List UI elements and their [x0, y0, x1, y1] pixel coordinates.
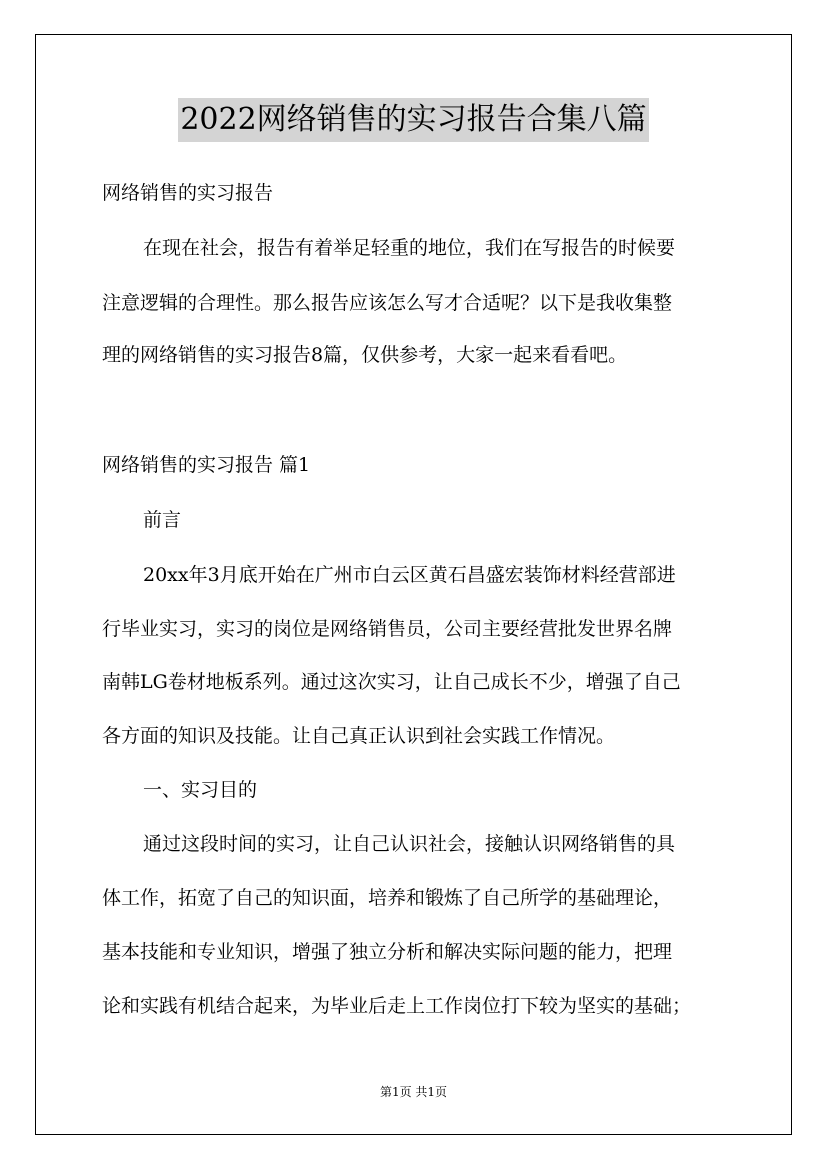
body-paragraph-line: 基本技能和专业知识，增强了独立分析和解决实际问题的能力，把理 — [102, 941, 673, 963]
intro-paragraph-line: 理的网络销售的实习报告8篇，仅供参考，大家一起来看看吧。 — [102, 344, 628, 366]
chapter-heading: 网络销售的实习报告 篇1 — [102, 454, 311, 476]
body-paragraph-line: 20xx年3月底开始在广州市白云区黄石昌盛宏装饰材料经营部进 — [143, 564, 676, 586]
body-paragraph-line: 南韩LG卷材地板系列。通过这次实习，让自己成长不少，增强了自己 — [102, 671, 681, 693]
page-footer: 第1页 共1页 — [379, 1085, 448, 1099]
intro-paragraph-line: 在现在社会，报告有着举足轻重的地位，我们在写报告的时候要 — [143, 237, 676, 259]
body-paragraph-line: 通过这段时间的实习，让自己认识社会，接触认识网络销售的具 — [143, 833, 676, 855]
body-paragraph-line: 体工作，拓宽了自己的知识面，培养和锻炼了自己所学的基础理论， — [102, 887, 673, 909]
preface-heading: 前言 — [143, 509, 182, 531]
title-container — [0, 98, 827, 142]
body-paragraph-line: 行毕业实习，实习的岗位是网络销售员，公司主要经营批发世界名牌 — [102, 618, 673, 640]
body-paragraph-line: 各方面的知识及技能。让自己真正认识到社会实践工作情况。 — [102, 725, 616, 747]
subsection-heading: 一、实习目的 — [143, 779, 258, 801]
section-heading: 网络销售的实习报告 — [102, 182, 274, 204]
document-title: 2022网络销售的实习报告合集八篇 — [178, 98, 648, 142]
body-paragraph-line: 论和实践有机结合起来，为毕业后走上工作岗位打下较为坚实的基础； — [102, 995, 692, 1017]
intro-paragraph-line: 注意逻辑的合理性。那么报告应该怎么写才合适呢？以下是我收集整 — [102, 292, 673, 314]
